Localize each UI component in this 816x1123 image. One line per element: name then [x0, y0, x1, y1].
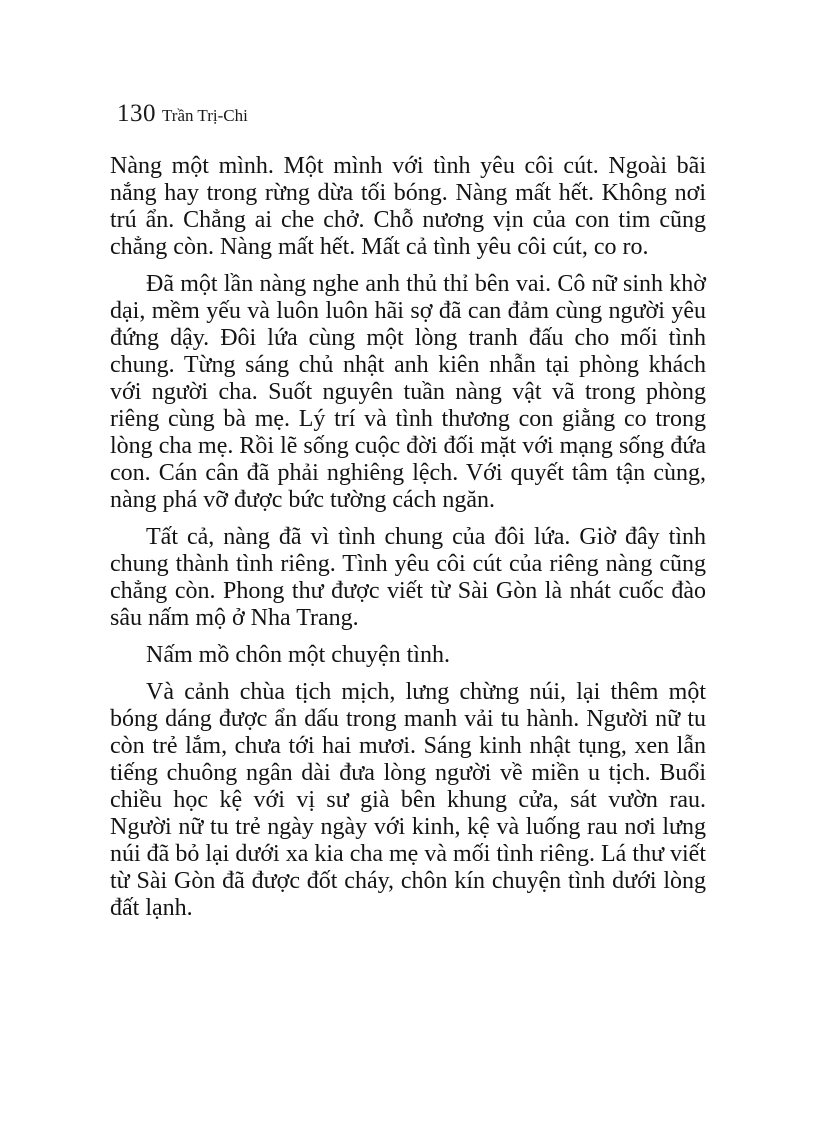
paragraph-1: Nàng một mình. Một mình với tình yêu côi cút. Ngoài bãi nắng hay trong rừng dừa tối bóng. Nàng mất hết. Không nơi trú ẩn. Chẳng ai che chở. Chỗ nương vịn của con tim cũng chẳng còn. Nàng mất hết. Mất cả tình yêu côi cút, co ro. [110, 153, 706, 260]
page-header [117, 100, 248, 128]
page-number: 130 [117, 100, 156, 127]
paragraph-3: Tất cả, nàng đã vì tình chung của đôi lứa. Giờ đây tình chung thành tình riêng. Tình yêu côi cút của riêng nàng cũng chẳng còn. Phong thư được viết từ Sài Gòn là nhát cuốc đào sâu nấm mộ ở Nha Trang. [110, 524, 706, 631]
body-text [110, 153, 706, 932]
running-title: Trần Trị-Chi [162, 106, 248, 125]
paragraph-4: Nấm mồ chôn một chuyện tình. [146, 642, 450, 668]
paragraph-5: Và cảnh chùa tịch mịch, lưng chừng núi, lại thêm một bóng dáng được ẩn dấu trong manh vải tu hành. Người nữ tu còn trẻ lắm, chưa tới hai mươi. Sáng kinh nhật tụng, xen lẫn tiếng chuông ngân dài đưa lòng người về miền u tịch. Buổi chiều học kệ với vị sư già bên khung cửa, sát vườn rau. Người nữ tu trẻ ngày ngày với kinh, kệ và luống rau nơi lưng núi đã bỏ lại dưới xa kia cha mẹ và mối tình riêng. Lá thư viết từ Sài Gòn đã được đốt cháy, chôn kín chuyện tình dưới lòng đất lạnh. [110, 679, 706, 921]
paragraph-2: Đã một lần nàng nghe anh thủ thỉ bên vai. Cô nữ sinh khờ dại, mềm yếu và luôn luôn hãi sợ đã can đảm cùng người yêu đứng dậy. Đôi lứa cùng một lòng tranh đấu cho mối tình chung. Từng sáng chủ nhật anh kiên nhẫn tại phòng khách với người cha. Suốt nguyên tuần nàng vật vã trong phòng riêng cùng bà mẹ. Lý trí và tình thương con giằng co trong lòng cha mẹ. Rồi lẽ sống cuộc đời đối mặt với mạng sống đứa con. Cán cân đã phải nghiêng lệch. Với quyết tâm tận cùng, nàng phá vỡ được bức tường cách ngăn. [110, 271, 706, 513]
